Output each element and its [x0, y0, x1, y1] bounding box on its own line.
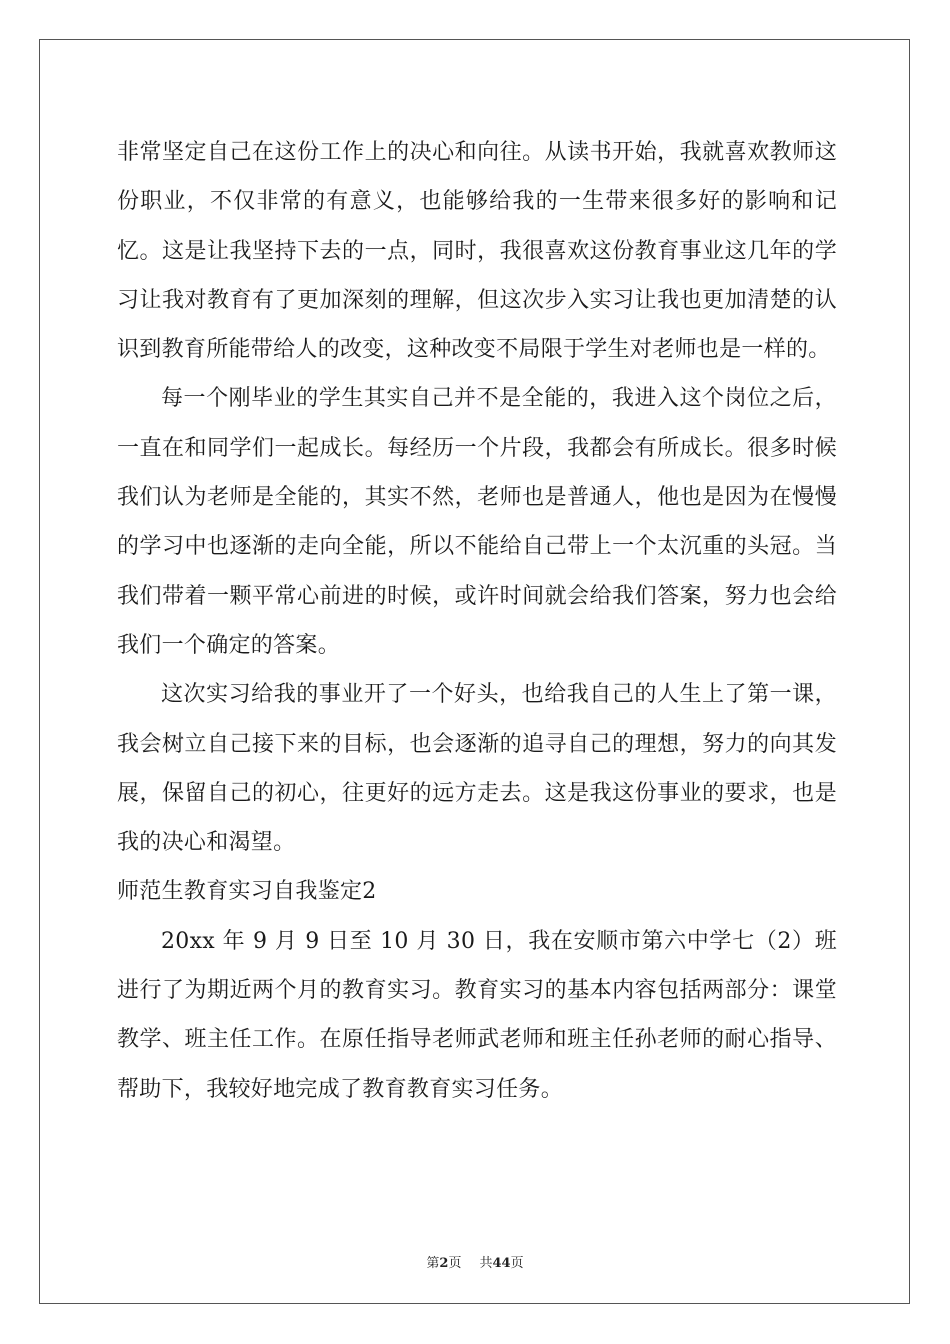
paragraph-3: 这次实习给我的事业开了一个好头，也给我自己的人生上了第一课，我会树立自己接下来的目标，也会逐渐的追寻自己的理想，努力的向其发展，保留自己的初心，往更好的远方走去。这是我这份事业的要求，也是我的决心和渴望。 — [117, 682, 837, 856]
document-body — [117, 128, 837, 1114]
page-footer — [0, 1252, 950, 1271]
total-pages: 44 — [492, 1256, 511, 1271]
page-prefix: 第 — [426, 1256, 440, 1271]
page-number: 2 — [439, 1256, 449, 1271]
total-suffix: 页 — [510, 1256, 524, 1271]
section-paragraph: 20xx 年 9 月 9 日至 10 月 30 日，我在安顺市第六中学七（2）班进行了为期近两个月的教育实习。教育实习的基本内容包括两部分：课堂教学、班主任工作。在原任指导老师武老师和班主任孙老师的耐心指导、帮助下，我较好地完成了教育教育实习任务。 — [117, 928, 837, 1102]
total-prefix: 共 — [479, 1256, 493, 1271]
paragraph-2: 每一个刚毕业的学生其实自己并不是全能的，我进入这个岗位之后，一直在和同学们一起成长。每经历一个片段，我都会有所成长。很多时候我们认为老师是全能的，其实不然，老师也是普通人，他也是因为在慢慢的学习中也逐渐的走向全能，所以不能给自己带上一个太沉重的头冠。当我们带着一颗平常心前进的时候，或许时间就会给我们答案，努力也会给我们一个确定的答案。 — [117, 386, 837, 658]
paragraph-1: 非常坚定自己在这份工作上的决心和向往。从读书开始，我就喜欢教师这份职业，不仅非常的有意义，也能够给我的一生带来很多好的影响和记忆。这是让我坚持下去的一点，同时，我很喜欢这份教育事业这几年的学习让我对教育有了更加深刻的理解，但这次步入实习让我也更加清楚的认识到教育所能带给人的改变，这种改变不局限于学生对老师也是一样的。 — [117, 140, 837, 363]
page-suffix: 页 — [448, 1256, 462, 1271]
section-heading: 师范生教育实习自我鉴定2 — [117, 879, 377, 905]
